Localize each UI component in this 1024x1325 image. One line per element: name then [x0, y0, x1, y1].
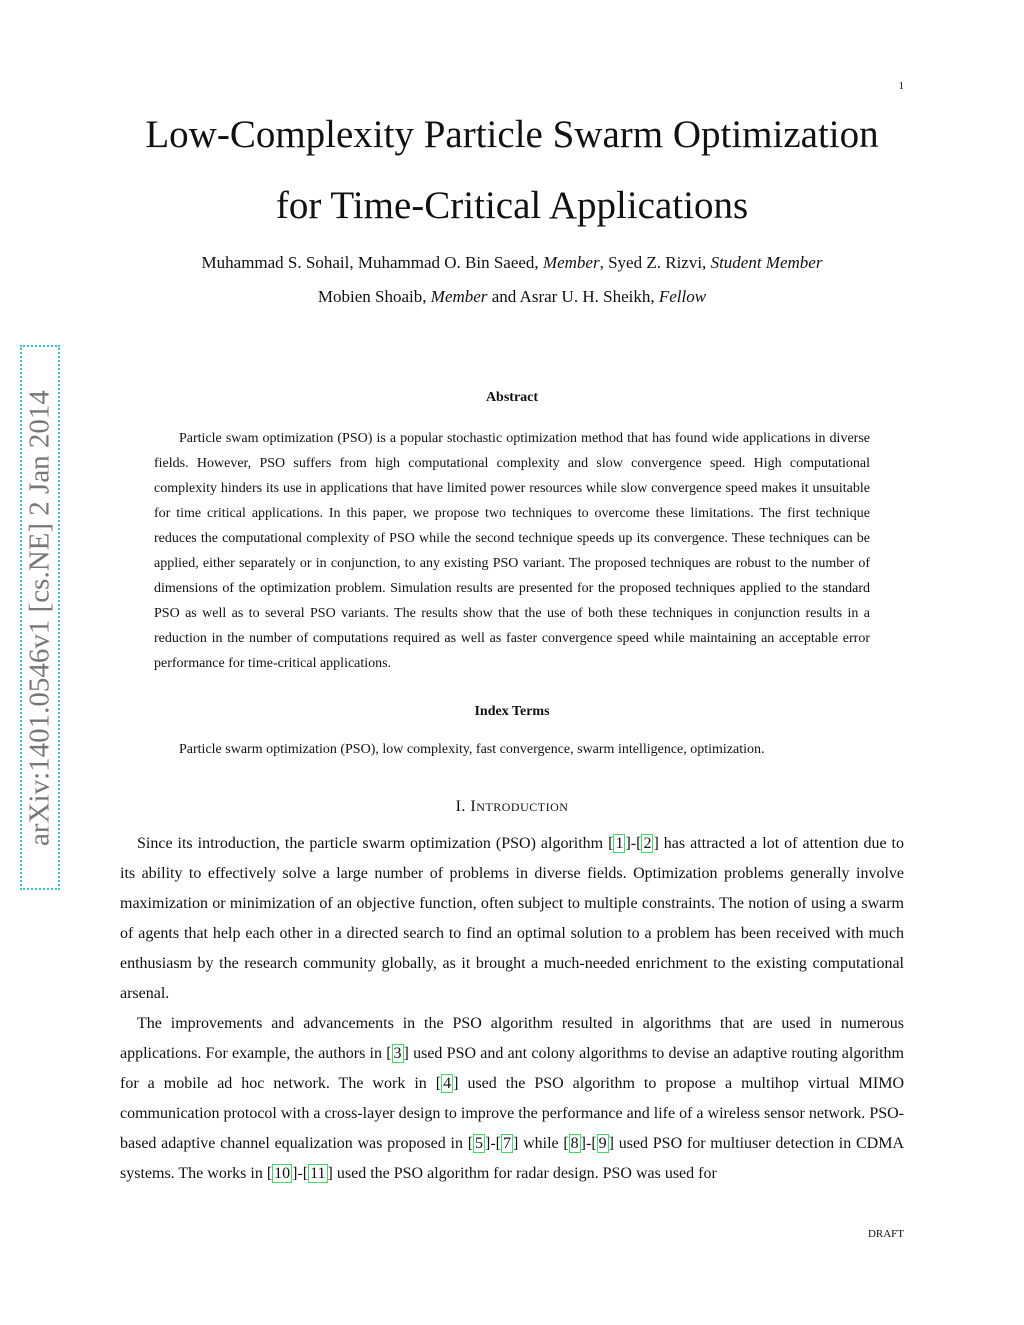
- text-span: used PSO and ant colony algorithms to devise an adaptive routing algorithm for a mobile ad hoc network. The work in: [120, 1045, 905, 1092]
- author-name: and Asrar U. H. Sheikh,: [487, 287, 659, 306]
- author-name: Muhammad O. Bin Saeed,: [357, 253, 543, 272]
- citation-link[interactable]: 1: [615, 835, 624, 852]
- text-span: -: [490, 1135, 496, 1152]
- paper-title-line-2: for Time-Critical Applications: [275, 184, 749, 227]
- author-role: Member: [430, 287, 488, 306]
- abstract-heading: Abstract: [485, 390, 539, 405]
- author-name: Muhammad S. Sohail,: [201, 253, 358, 272]
- text-span: used the PSO algorithm to propose a multihop virtual MIMO communication protocol with a cross-layer design to improve the performance and life of a wireless sensor network. PSO-based adaptive channel equalization was proposed in: [120, 1075, 904, 1152]
- text-span: has attracted a lot of attention due to its ability to effectively solve a large number of problems in diverse fields. Optimization problems generally involve maximization or minimization of an objective function, often subject to multiple constraints. The notion of using a swarm of agents that help each other in a directed search to find an optimal solution to a problem has been received with much enthusiasm by the research community globally, as it brought a much-needed enrichment to the existing computational arsenal.: [120, 835, 905, 1002]
- section-title-rest: NTRODUCTION: [476, 800, 569, 814]
- text-span: The improvements and advancements in the PSO algorithm resulted in algorithms that are used in numerous applications. For example, the authors in: [120, 1015, 904, 1062]
- author-role: Fellow: [658, 287, 707, 306]
- author-name: , Syed Z. Rizvi,: [599, 253, 711, 272]
- author-name: Mobien Shoaib,: [317, 287, 431, 306]
- text-span: -: [630, 835, 637, 852]
- author-role: Member: [542, 253, 600, 272]
- intro-paragraph-1: Since its introduction, the particle swarm optimization (PSO) algorithm [ 1 ]-[ 2 ] has attracted a lot of attention due to its ability to effectively solve a large number of problems in diverse fields. Optimization problems generally involve maximization or minimization of an objective function, often subject to multiple constraints. The notion of using a swarm of agents that help each other in a directed search to find an optimal solution to a problem has been received with much enthusiasm by the research community globally, as it brought a much-needed enrichment to the existing computational arsenal.: [120, 835, 905, 1002]
- draft-footer: DRAFT: [867, 1228, 904, 1240]
- text-span: while: [518, 1135, 564, 1152]
- paper-title-line-1: Low-Complexity Particle Swarm Optimization: [145, 113, 879, 156]
- section-number: I.: [455, 798, 471, 815]
- citation-link[interactable]: 8: [570, 1135, 579, 1152]
- citation-link[interactable]: 11: [310, 1165, 326, 1182]
- citation-link[interactable]: 9: [598, 1135, 607, 1152]
- citation-link[interactable]: 10: [274, 1165, 291, 1182]
- author-role: Student Member: [710, 253, 823, 272]
- abstract-text: Particle swam optimization (PSO) is a popular stochastic optimization method that has found wide applications in diverse fields. However, PSO suffers from high computational complexity and slow convergence speed. High computational complexity hinders its use in applications that have limited power resources while slow convergence speed makes it unsuitable for time critical applications. In this paper, we propose two techniques to overcome these limitations. The first technique reduces the computational complexity of PSO while the second technique speeds up its convergence. These techniques can be applied, either separately or in conjunction, to any existing PSO variant. The proposed techniques are robust to the number of dimensions of the optimization problem. Simulation results are presented for the proposed techniques applied to the standard PSO as well as to several PSO variants. The results show that the use of both these techniques in conjunction results in a reduction in the number of computations required as well as faster convergence speed while maintaining an acceptable error performance for time-critical applications.: [154, 431, 870, 671]
- authors-line-2: [0, 287, 1024, 307]
- intro-paragraph-2: The improvements and advancements in the PSO algorithm resulted in algorithms that are used in numerous applications. For example, the authors in [ 3 ] used PSO and ant colony algorithms to devise an adaptive routing algorithm for a mobile ad hoc network. The work in [ 4 ] used the PSO algorithm to propose a multihop virtual MIMO communication protocol with a cross-layer design to improve the performance and life of a wireless sensor network. PSO-based adaptive channel equalization was proposed in [ 5 ]-[ 7 ] while [ 8 ]-[ 9 ] used PSO for multiuser detection in CDMA systems. The works in [ 10 ]-[ 11 ] used the PSO algorithm for radar design. PSO was used for: [120, 1015, 905, 1182]
- authors-line-1: [0, 253, 1024, 273]
- citation-link[interactable]: 5: [475, 1135, 484, 1152]
- page-number: 1: [898, 80, 904, 92]
- text-span: used PSO for multiuser detection in CDMA systems. The works in: [120, 1135, 904, 1182]
- citation-link[interactable]: 2: [643, 835, 652, 852]
- index-terms-text: Particle swarm optimization (PSO), low complexity, fast convergence, swarm intelligence, optimization.: [179, 742, 765, 757]
- section-heading-introduction: [0, 798, 1024, 816]
- text-span: used the PSO algorithm for radar design. PSO was used for: [332, 1165, 717, 1182]
- arxiv-id: arXiv:1401.0546v1 [cs.NE] 2 Jan 2014: [23, 389, 56, 846]
- citation-link[interactable]: 7: [503, 1135, 511, 1152]
- section-title-initial: I: [470, 798, 477, 815]
- text-span: -: [586, 1135, 592, 1152]
- text-span: -: [297, 1165, 303, 1182]
- index-terms-heading: Index Terms: [474, 704, 550, 719]
- citation-link[interactable]: 3: [393, 1045, 402, 1062]
- citation-link[interactable]: 4: [443, 1075, 452, 1092]
- text-span: Since its introduction, the particle swarm optimization (PSO) algorithm: [137, 835, 609, 852]
